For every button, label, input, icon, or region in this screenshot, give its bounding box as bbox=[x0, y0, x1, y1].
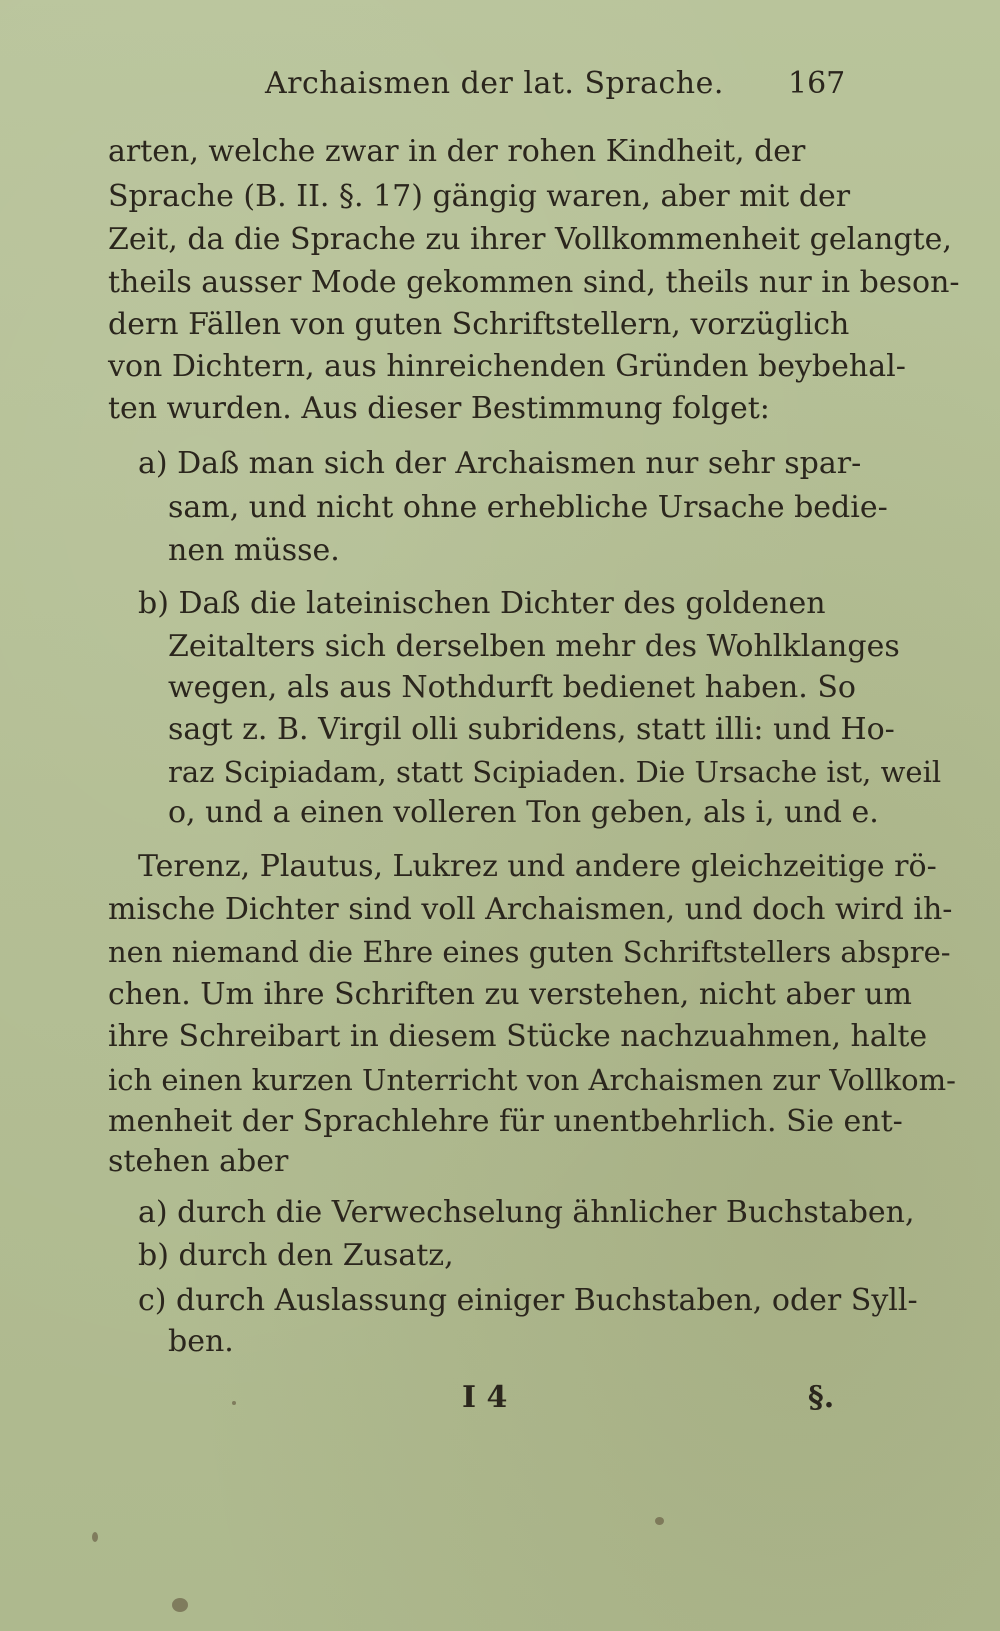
paper-speck bbox=[172, 1598, 188, 1612]
rule-b-line: Zeitalters sich derselben mehr des Wohlklanges bbox=[168, 629, 900, 664]
catchword: §. bbox=[808, 1380, 835, 1415]
page-header bbox=[0, 58, 1000, 108]
text-line: mische Dichter sind voll Archaismen, und doch wird ih- bbox=[108, 892, 953, 927]
text-line: Sprache (B. II. §. 17) gängig waren, aber mit der bbox=[108, 179, 851, 214]
text-line: ihre Schreibart in diesem Stücke nachzuahmen, halte bbox=[108, 1019, 928, 1054]
page-number: 167 bbox=[788, 66, 846, 101]
text-line: ten wurden. Aus dieser Bestimmung folget: bbox=[108, 391, 770, 426]
rule-a-line: sam, und nicht ohne erhebliche Ursache bedie- bbox=[168, 490, 888, 525]
text-line: chen. Um ihre Schriften zu verstehen, nicht aber um bbox=[108, 977, 912, 1012]
rule-a-line: nen müsse. bbox=[168, 533, 340, 568]
paper-speck bbox=[655, 1517, 664, 1525]
source-a-line: a) durch die Verwechselung ähnlicher Buchstaben, bbox=[138, 1195, 915, 1230]
text-line: arten, welche zwar in der rohen Kindheit, der bbox=[108, 134, 806, 169]
text-line: nen niemand die Ehre eines guten Schriftstellers abspre- bbox=[108, 935, 951, 969]
running-title: Archaismen der lat. Sprache. bbox=[265, 66, 724, 101]
text-line: menheit der Sprachlehre für unentbehrlich. Sie ent- bbox=[108, 1104, 903, 1139]
source-b-line: b) durch den Zusatz, bbox=[138, 1238, 454, 1273]
rule-a-line: a) Daß man sich der Archaismen nur sehr spar- bbox=[138, 446, 862, 481]
text-line: ich einen kurzen Unterricht von Archaismen zur Vollkom- bbox=[108, 1063, 956, 1097]
text-line: von Dichtern, aus hinreichenden Gründen beybehal- bbox=[108, 349, 906, 384]
rule-b-line: o, und a einen volleren Ton geben, als i, und e. bbox=[168, 795, 879, 830]
source-c-line: c) durch Auslassung einiger Buchstaben, oder Syll- bbox=[138, 1283, 918, 1318]
paper-speck bbox=[92, 1532, 98, 1542]
rule-b-line: sagt z. B. Virgil olli subridens, statt illi: und Ho- bbox=[168, 712, 895, 747]
text-line: stehen aber bbox=[108, 1144, 289, 1179]
source-c-line: ben. bbox=[168, 1324, 234, 1359]
rule-b-line: wegen, als aus Nothdurft bedienet haben. So bbox=[168, 670, 856, 705]
rule-b-line: raz Scipiadam, statt Scipiaden. Die Ursache ist, weil bbox=[168, 755, 942, 789]
text-line: Terenz, Plautus, Lukrez und andere gleichzeitige rö- bbox=[138, 849, 937, 884]
text-line: theils ausser Mode gekommen sind, theils nur in beson- bbox=[108, 265, 960, 300]
text-line: dern Fällen von guten Schriftstellern, vorzüglich bbox=[108, 307, 850, 342]
signature-mark: I 4 bbox=[462, 1380, 508, 1415]
text-line: Zeit, da die Sprache zu ihrer Vollkommenheit gelangte, bbox=[108, 222, 952, 257]
rule-b-line: b) Daß die lateinischen Dichter des goldenen bbox=[138, 586, 826, 621]
paper-speck bbox=[232, 1401, 236, 1405]
